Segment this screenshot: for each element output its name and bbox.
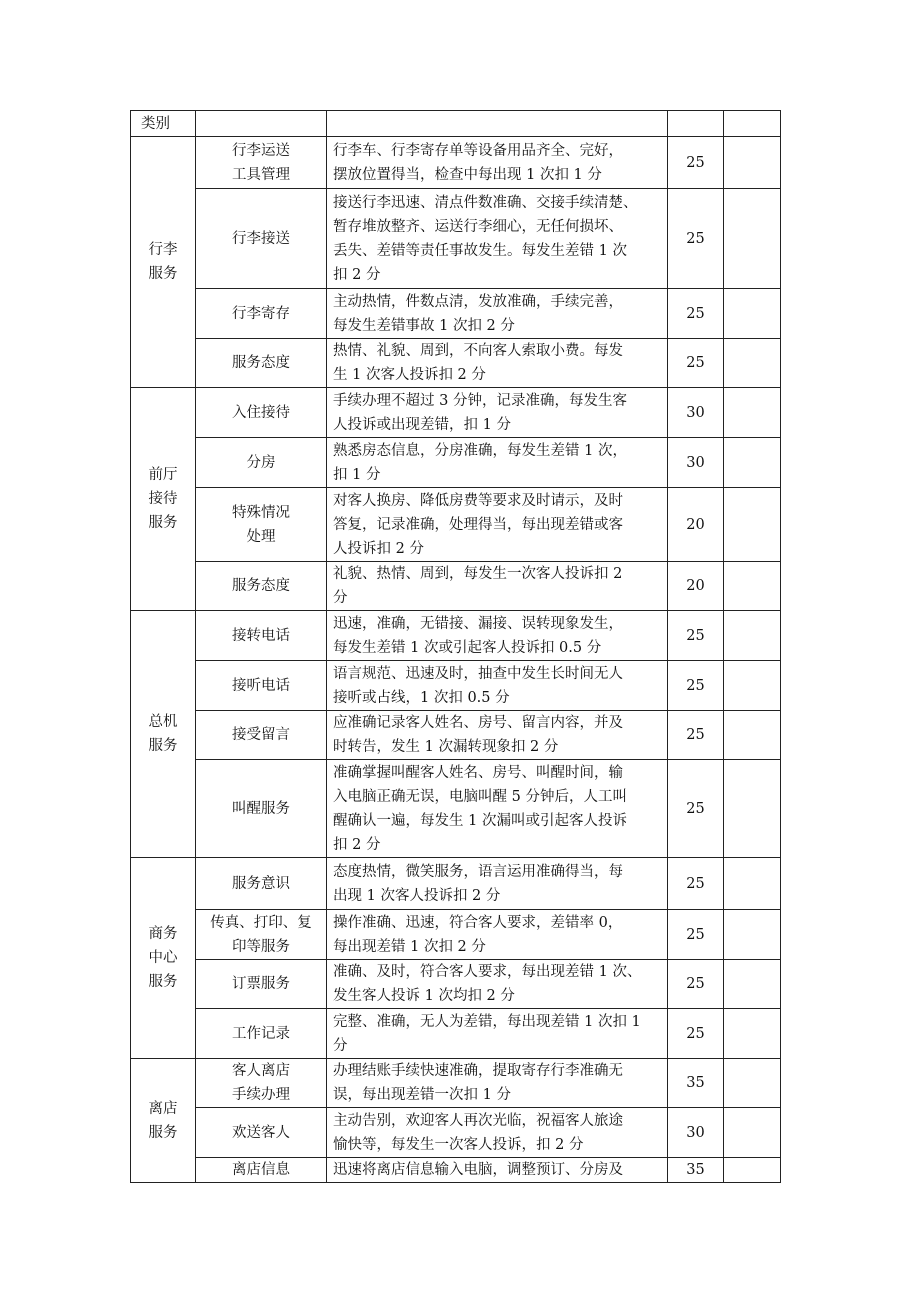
score-cell: 25 — [668, 137, 724, 189]
blank-cell — [724, 661, 781, 711]
score-cell: 30 — [668, 438, 724, 488]
standard-cell: 操作准确、迅速，符合客人要求，差错率 0， 每出现差错 1 次扣 2 分 — [327, 910, 668, 960]
blank-cell — [724, 388, 781, 438]
standard-cell: 礼貌、热情、周到，每发生一次客人投诉扣 2 分 — [327, 562, 668, 611]
standard-cell: 应准确记录客人姓名、房号、留言内容，并及 时转告，发生 1 次漏转现象扣 2 分 — [327, 711, 668, 760]
score-cell: 35 — [668, 1059, 724, 1108]
empty-header-cell — [327, 111, 668, 137]
blank-cell — [724, 438, 781, 488]
category-label: 离店 服务 — [148, 1100, 178, 1141]
standard-cell: 准确、及时，符合客人要求，每出现差错 1 次、 发生客人投诉 1 次均扣 2 分 — [327, 960, 668, 1009]
blank-cell — [724, 760, 781, 858]
blank-cell — [724, 910, 781, 960]
category-label: 商务 中心 服务 — [148, 926, 178, 990]
standard-cell: 语言规范、迅速及时，抽查中发生长时间无人 接听或占线，1 次扣 0.5 分 — [327, 661, 668, 711]
blank-cell — [724, 1108, 781, 1158]
item-cell: 工作记录 — [196, 1009, 327, 1059]
standard-cell: 迅速，准确，无错接、漏接、误转现象发生， 每发生差错 1 次或引起客人投诉扣 0.5 分 — [327, 611, 668, 661]
blank-cell — [724, 1009, 781, 1059]
category-label: 前厅 接待 服务 — [148, 467, 178, 531]
table-row — [131, 189, 781, 289]
category-header: 类别 — [131, 111, 196, 137]
blank-cell — [724, 137, 781, 189]
standard-cell: 手续办理不超过 3 分钟，记录准确，每发生客 人投诉或出现差错，扣 1 分 — [327, 388, 668, 438]
blank-cell — [724, 960, 781, 1009]
empty-header-cell — [724, 111, 781, 137]
standard-cell: 接送行李迅速、清点件数准确、交接手续清楚、 暂存堆放整齐、运送行李细心，无任何损坏、 丢失、差错等责任事故发生。每发生差错 1 次 扣 2 分 — [327, 189, 668, 289]
table-row — [131, 1108, 781, 1158]
item-cell: 服务态度 — [196, 562, 327, 611]
table-row — [131, 711, 781, 760]
item-cell: 特殊情况 处理 — [196, 488, 327, 562]
table-row — [131, 661, 781, 711]
item-cell: 叫醒服务 — [196, 760, 327, 858]
item-cell: 入住接待 — [196, 388, 327, 438]
score-cell: 25 — [668, 858, 724, 910]
blank-cell — [724, 562, 781, 611]
item-cell: 离店信息 — [196, 1158, 327, 1183]
score-cell: 25 — [668, 1009, 724, 1059]
blank-cell — [724, 1059, 781, 1108]
empty-header-cell — [668, 111, 724, 137]
item-cell: 行李寄存 — [196, 289, 327, 339]
standard-cell: 态度热情，微笑服务，语言运用准确得当，每 出现 1 次客人投诉扣 2 分 — [327, 858, 668, 910]
standard-cell: 迅速将离店信息输入电脑，调整预订、分房及 — [327, 1158, 668, 1183]
standard-cell: 行李车、行李寄存单等设备用品齐全、完好， 摆放位置得当，检查中每出现 1 次扣 1 分 — [327, 137, 668, 189]
item-cell: 分房 — [196, 438, 327, 488]
score-cell: 35 — [668, 1158, 724, 1183]
item-cell: 接受留言 — [196, 711, 327, 760]
blank-cell — [724, 488, 781, 562]
category-label: 行李 服务 — [148, 242, 178, 282]
empty-header-cell — [196, 111, 327, 137]
standard-cell: 办理结账手续快速准确，提取寄存行李准确无 误，每出现差错一次扣 1 分 — [327, 1059, 668, 1108]
score-cell: 30 — [668, 388, 724, 438]
table-row — [131, 960, 781, 1009]
score-cell: 25 — [668, 339, 724, 388]
table-row — [131, 488, 781, 562]
item-cell: 客人离店 手续办理 — [196, 1059, 327, 1108]
table-row — [131, 611, 781, 661]
blank-cell — [724, 611, 781, 661]
category-cell — [131, 1059, 196, 1183]
item-cell: 欢送客人 — [196, 1108, 327, 1158]
item-cell: 服务态度 — [196, 339, 327, 388]
blank-cell — [724, 339, 781, 388]
table-row — [131, 858, 781, 910]
table-row — [131, 562, 781, 611]
category-cell — [131, 611, 196, 858]
item-cell: 传真、打印、复 印等服务 — [196, 910, 327, 960]
score-cell: 20 — [668, 562, 724, 611]
item-cell: 行李运送 工具管理 — [196, 137, 327, 189]
table-row — [131, 388, 781, 438]
standard-cell: 主动热情，件数点清，发放准确，手续完善， 每发生差错事故 1 次扣 2 分 — [327, 289, 668, 339]
score-cell: 30 — [668, 1108, 724, 1158]
item-cell: 接听电话 — [196, 661, 327, 711]
table-row — [131, 760, 781, 858]
score-cell: 25 — [668, 960, 724, 1009]
table-row — [131, 1009, 781, 1059]
item-cell: 服务意识 — [196, 858, 327, 910]
blank-cell — [724, 858, 781, 910]
table-row — [131, 1158, 781, 1183]
table-row — [131, 1059, 781, 1108]
category-cell — [131, 388, 196, 611]
table-row — [131, 339, 781, 388]
evaluation-table — [130, 110, 781, 1183]
standard-cell: 对客人换房、降低房费等要求及时请示，及时 答复，记录准确，处理得当，每出现差错或客 人投诉扣 2 分 — [327, 488, 668, 562]
standard-cell: 准确掌握叫醒客人姓名、房号、叫醒时间，输 入电脑正确无误，电脑叫醒 5 分钟后，人工叫 醒确认一遍，每发生 1 次漏叫或引起客人投诉 扣 2 分 — [327, 760, 668, 858]
standard-cell: 完整、准确，无人为差错，每出现差错 1 次扣 1 分 — [327, 1009, 668, 1059]
category-cell — [131, 858, 196, 1059]
item-cell: 接转电话 — [196, 611, 327, 661]
item-cell: 订票服务 — [196, 960, 327, 1009]
score-cell: 25 — [668, 289, 724, 339]
score-cell: 25 — [668, 611, 724, 661]
score-cell: 25 — [668, 910, 724, 960]
header-row — [131, 111, 781, 137]
score-cell: 20 — [668, 488, 724, 562]
category-cell — [131, 137, 196, 388]
standard-cell: 主动告别，欢迎客人再次光临，祝福客人旅途 愉快等，每发生一次客人投诉，扣 2 分 — [327, 1108, 668, 1158]
score-cell: 25 — [668, 189, 724, 289]
score-cell: 25 — [668, 661, 724, 711]
table-row — [131, 910, 781, 960]
table-row — [131, 289, 781, 339]
blank-cell — [724, 189, 781, 289]
table-row — [131, 137, 781, 189]
blank-cell — [724, 289, 781, 339]
category-label: 总机 服务 — [148, 714, 178, 754]
standard-cell: 熟悉房态信息，分房准确，每发生差错 1 次， 扣 1 分 — [327, 438, 668, 488]
table-row — [131, 438, 781, 488]
blank-cell — [724, 711, 781, 760]
item-cell: 行李接送 — [196, 189, 327, 289]
blank-cell — [724, 1158, 781, 1183]
score-cell: 25 — [668, 760, 724, 858]
standard-cell: 热情、礼貌、周到，不向客人索取小费。每发 生 1 次客人投诉扣 2 分 — [327, 339, 668, 388]
score-cell: 25 — [668, 711, 724, 760]
